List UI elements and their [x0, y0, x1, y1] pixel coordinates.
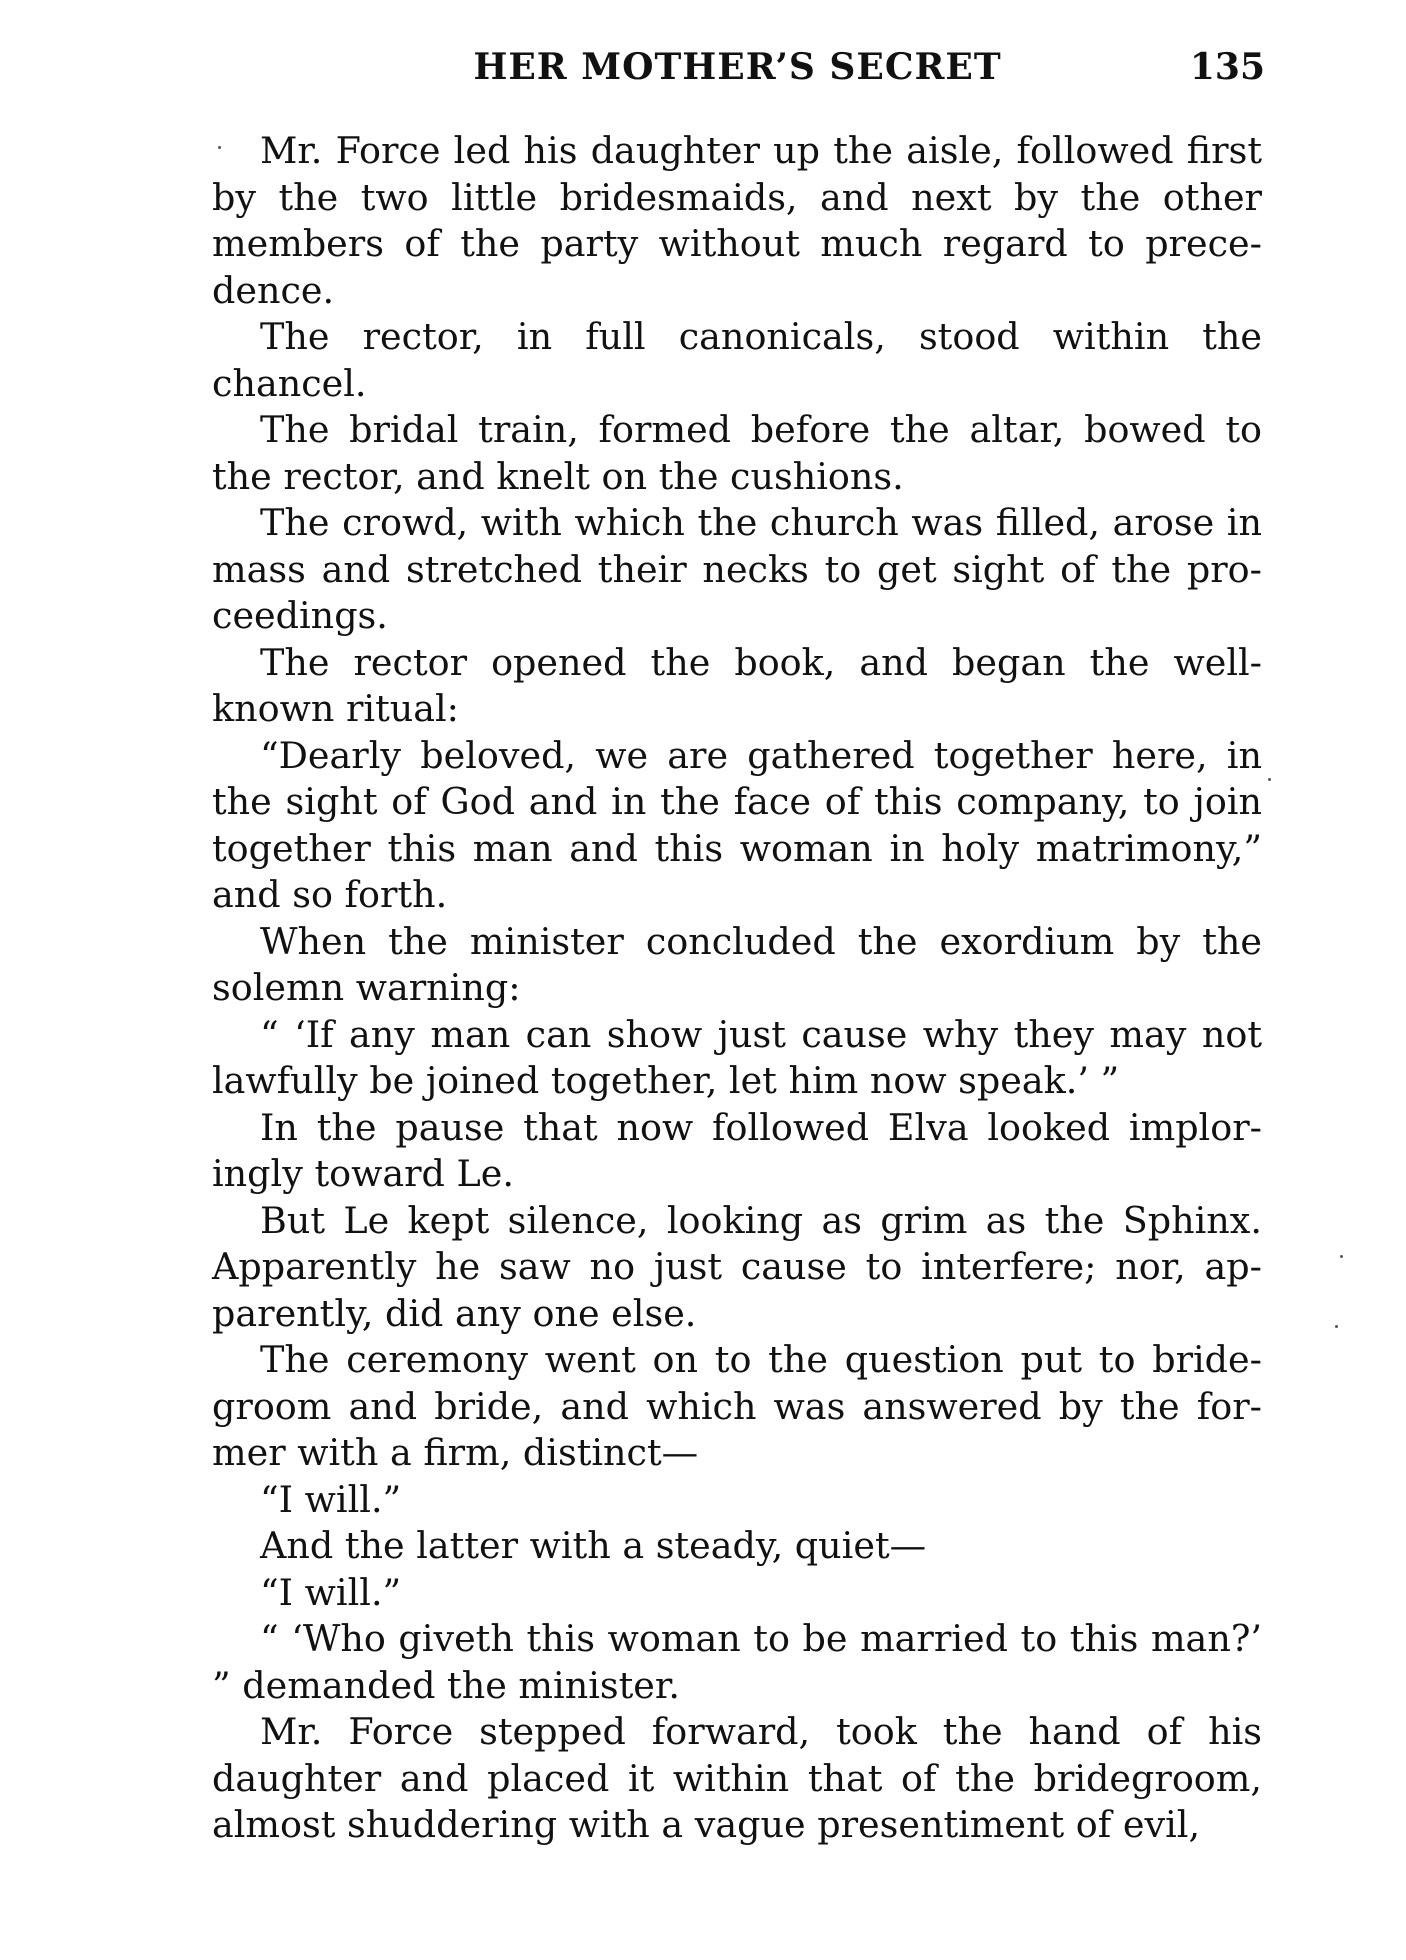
scan-speck: [218, 146, 221, 149]
paragraph: The crowd, with which the church was filled, arose in mass and stretched their necks to get sight of the proceedings.: [212, 501, 1262, 637]
scan-speck: [1335, 1325, 1338, 1328]
paragraph: And the latter with a steady, quiet—: [260, 1524, 927, 1567]
paragraph: The rector opened the book, and began the well-known ritual:: [212, 640, 1262, 730]
paragraph: When the minister concluded the exordium by the solemn warning:: [212, 919, 1262, 1009]
body-text: [212, 128, 1262, 1849]
paragraph: “ ‘If any man can show just cause why they may not lawfully be joined together, let him now speak.’ ”: [212, 1012, 1262, 1102]
scan-speck: [1340, 1255, 1343, 1258]
running-head: [210, 46, 1265, 96]
running-title: HER MOTHER’S SECRET: [473, 46, 1002, 88]
paragraph: “ ‘Who giveth this woman to be married to this man?’ ” demanded the minister.: [212, 1617, 1262, 1707]
paragraph: Mr. Force led his daughter up the aisle, followed first by the two little bridesmaids, and next by the other members of the party without much regard to precedence.: [212, 129, 1262, 312]
paragraph: The bridal train, formed before the altar, bowed to the rector, and knelt on the cushions.: [212, 408, 1262, 498]
paragraph: In the pause that now followed Elva looked imploringly toward Le.: [212, 1105, 1262, 1195]
paragraph: “I will.”: [260, 1477, 402, 1521]
paragraph: “I will.”: [260, 1570, 402, 1614]
paragraph: The rector, in full canonicals, stood within the chancel.: [212, 315, 1262, 405]
page-number: 135: [1189, 46, 1265, 88]
paragraph: But Le kept silence, looking as grim as the Sphinx. Apparently he saw no just cause to interfere; nor, apparently, did any one else.: [212, 1198, 1262, 1335]
paragraph: “Dearly beloved, we are gathered together here, in the sight of God and in the face of this company, to join together this man and this woman in holy matrimony,” and so forth.: [212, 733, 1262, 916]
paragraph: The ceremony went on to the question put to bridegroom and bride, and which was answered by the former with a firm, distinct—: [212, 1338, 1262, 1474]
paragraph: Mr. Force stepped forward, took the hand of his daughter and placed it within that of the bridegroom, almost shuddering with a vague presentiment of evil,: [212, 1710, 1262, 1846]
scan-speck: [1268, 778, 1271, 781]
